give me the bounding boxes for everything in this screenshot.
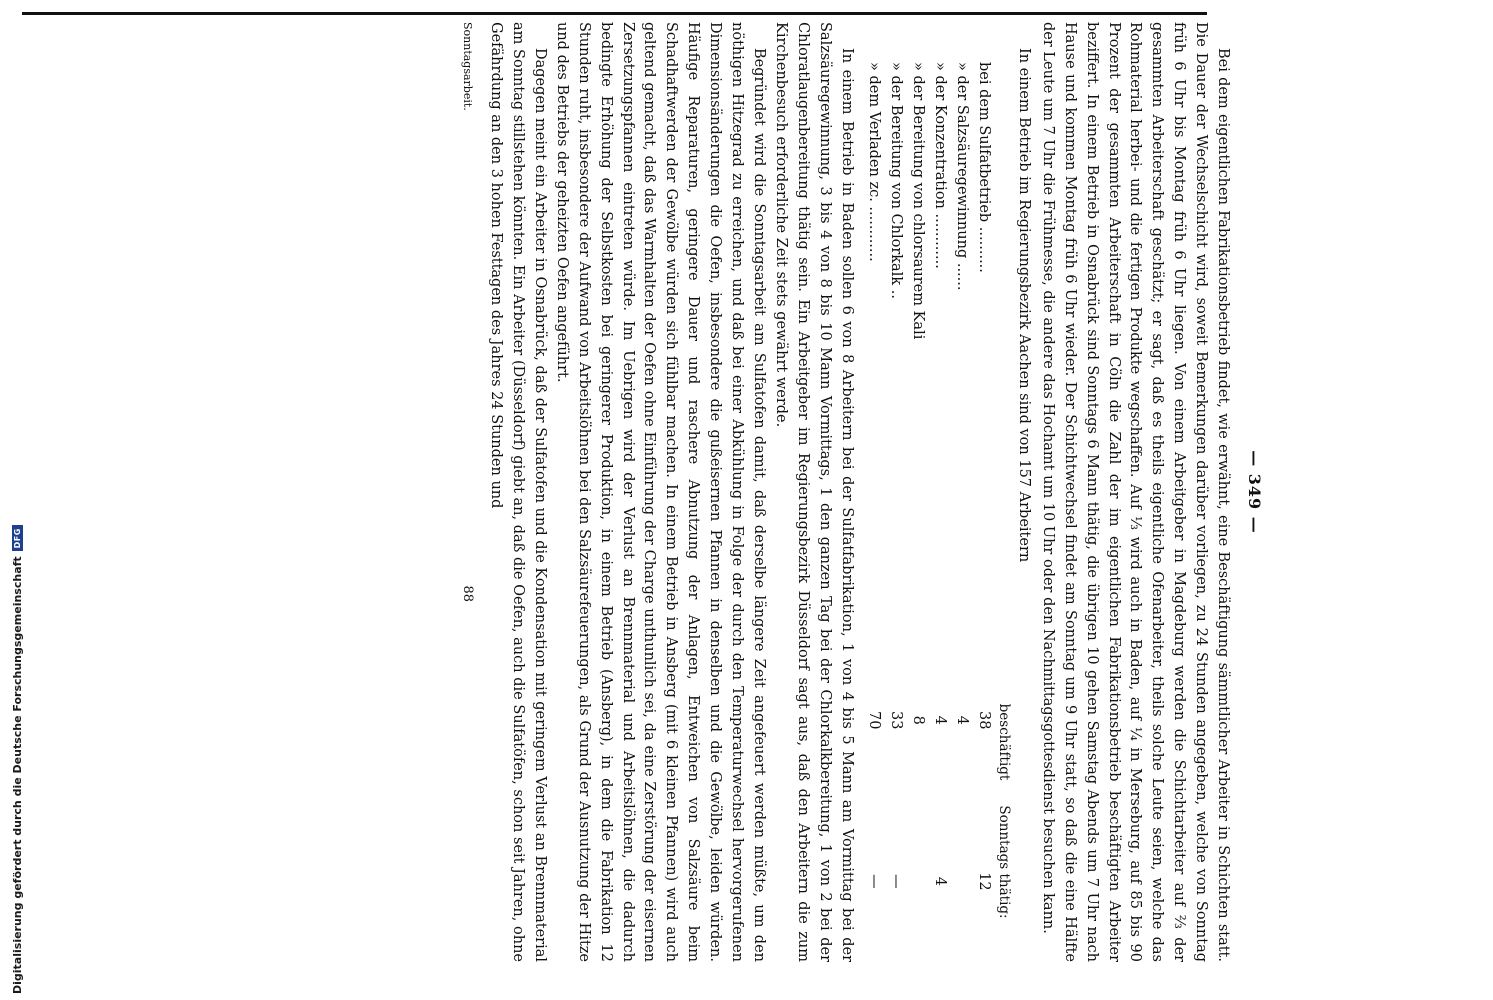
row-employed: 38 bbox=[976, 711, 993, 730]
col-heading-employed: beschäftigt bbox=[996, 703, 1013, 781]
dfg-logo-icon: DFG bbox=[12, 525, 23, 551]
row-sunday: — bbox=[866, 874, 883, 889]
table-intro: In einem Betrieb im Regierungsbezirk Aachen sind von 157 Arbeitern bbox=[1015, 48, 1032, 563]
row-employed: 70 bbox=[866, 711, 883, 730]
row-label: » der Konzentration ............ bbox=[932, 62, 949, 269]
paragraph-4: Dagegen meint ein Arbeiter in Osnabrück, daß der Sulfatofen und die Kondensation mit geringem Verlust an Brennmaterial am Sonntag stillstehen könnten. Ein Arbeiter (Düsseldorf) giebt an, daß die Oefen, auch die Sulfatöfen, schon seit Jahren, ohne Gefährdung an den 3 hohen Festtagen des Jahres 24 Stunden und bbox=[488, 22, 548, 962]
row-label: » der Bereitung von chlorsaurem Kali bbox=[910, 62, 927, 340]
paragraph-2: In einem Betrieb in Baden sollen 6 von 8 Arbeitern bei der Sulfatfabrikation, 1 von 4 bis 5 Mann am Vormittag bei der Salzsäuregewinnung, 3 bis 4 von 8 bis 10 Mann Vormittags, 1 den ganzen Tag bei der Chlorkalkbereitung, 1 von 2 bei der Chloratlaugenbereitung thätig sein. Ein Arbeitgeber im Regierungsbezirk Düsseldorf sagt aus, daß den Arbeitern die zum Kirchenbesuch erforderliche Zeit stets gewährt werde. bbox=[772, 22, 855, 962]
paragraph-1: Bei dem eigentlichen Fabrikationsbetrieb findet, wie erwähnt, eine Beschäftigung sämmtlicher Arbeiter in Schichten statt. Die Dauer der Wechselschicht wird, soweit Bemerkungen darüber vorliegen, zu 24 Stunden angegeben, welche von Sonntag früh 6 Uhr bis Montag früh 6 Uhr liegen. Von einem Arbeitgeber in Magdeburg werden die Schichtarbeiter auf ⅔ der gesammten Arbeiterschaft geschätzt; er sagt, daß es theils eigentliche Ofenarbeiter, theils solche Leute seien, welche das Rohmaterial herbei- und die fertigen Produkte wegschaffen. Auf ⅓ wird auch in Baden, auf ¼ in Merseburg, auf 85 bis 90 Prozent der gesammten Arbeiterschaft in Cöln die Zahl der im eigentlichen Fabrikationsbetrieb beschäftigten Arbeiter beziffert. In einem Betrieb in Osnabrück sind Sonntags 6 Mann thätig, die übrigen 10 gehen Samstag Abends um 7 Uhr nach Hause und kommen Montag früh 6 Uhr wieder. Der Schichtwechsel findet am Sonntag um 9 Uhr statt, so daß die eine Hälfte der Leute um 7 Uhr die Frühmesse, die andere das Hochamt um 10 Uhr oder den Nachmittagsgottesdienst besuchen kann. bbox=[1039, 22, 1232, 962]
workers-table bbox=[863, 22, 994, 962]
row-sunday: — bbox=[888, 874, 905, 889]
margin-note: Sonntagsarbeit. bbox=[461, 22, 475, 111]
row-sunday: 12 bbox=[976, 872, 993, 891]
digitization-stamp bbox=[8, 4, 26, 994]
row-sunday bbox=[906, 801, 928, 962]
signature-number: 88 bbox=[460, 585, 476, 602]
row-employed: 33 bbox=[888, 711, 905, 730]
table-row bbox=[863, 22, 885, 962]
col-heading-sunday: Sonntags thätig: bbox=[996, 805, 1013, 919]
row-label: » der Salzsäuregewinnung ...... bbox=[954, 62, 971, 291]
stamp-text: Digitalisierung gefördert durch die Deutsche Forschungsgemeinschaft bbox=[10, 556, 24, 994]
table-row bbox=[972, 22, 994, 962]
row-sunday bbox=[950, 801, 972, 962]
row-employed: 4 bbox=[954, 715, 971, 725]
row-label: bei dem Sulfatbetrieb .......... bbox=[976, 62, 993, 273]
table-row bbox=[906, 22, 928, 962]
table-row bbox=[885, 22, 907, 962]
table-column-headings bbox=[996, 22, 1012, 962]
row-employed: 8 bbox=[910, 715, 927, 725]
row-employed: 4 bbox=[932, 715, 949, 725]
row-label: » der Bereitung von Chlorkalk .. bbox=[888, 62, 905, 299]
table-row bbox=[950, 22, 972, 962]
top-rule bbox=[22, 12, 1207, 15]
row-sunday: 4 bbox=[932, 876, 949, 887]
row-label: » dem Verladen zc. ............ bbox=[866, 62, 883, 262]
table-row bbox=[928, 22, 950, 962]
page-number: — 349 — bbox=[1245, 450, 1264, 534]
rotated-page bbox=[125, 22, 1265, 962]
paragraph-3: Begründet wird die Sonntagsarbeit am Sulfatofen damit, daß derselbe längere Zeit angefeuert werden müßte, um den nöthigen Hitzegrad zu erreichen, und daß bei einer Abkühlung in Folge der durch den Temperaturwechsel hervorgerufenen Dimensionsänderungen die Oefen, insbesondere die gußeisernen Pfannen in denselben und die Gewölbe, leiden würden. Häufige Reparaturen, geringere Dauer und raschere Abnutzung der Anlagen, Entweichen von Salzsäure beim Schadhaftwerden der Gewölbe würden sich fühlbar machen. In einem Betrieb in Ansberg (mit 6 kleinen Pfannen) wird auch geltend gemacht, daß das Warmhalten der Oefen ohne Einführung der Charge unthunlich sei, da eine Zerstörung der eisernen Zersetzungspfannen eintreten würde. Im Uebrigen wird der Verlust an Brennmaterial und Arbeitslöhnen, die dadurch bedingte Erhöhung der Selbstkosten bei geringerer Produktion, in einem Betrieb (Ansberg), in dem die Fabrikation 12 Stunden ruht, insbesondere der Aufwand von Arbeitslöhnen bei den Salzsäurefeuerungen, als Grund der Ausnutzung der Hitze und des Betriebs der geheizten Oefen angeführt. bbox=[553, 22, 767, 962]
